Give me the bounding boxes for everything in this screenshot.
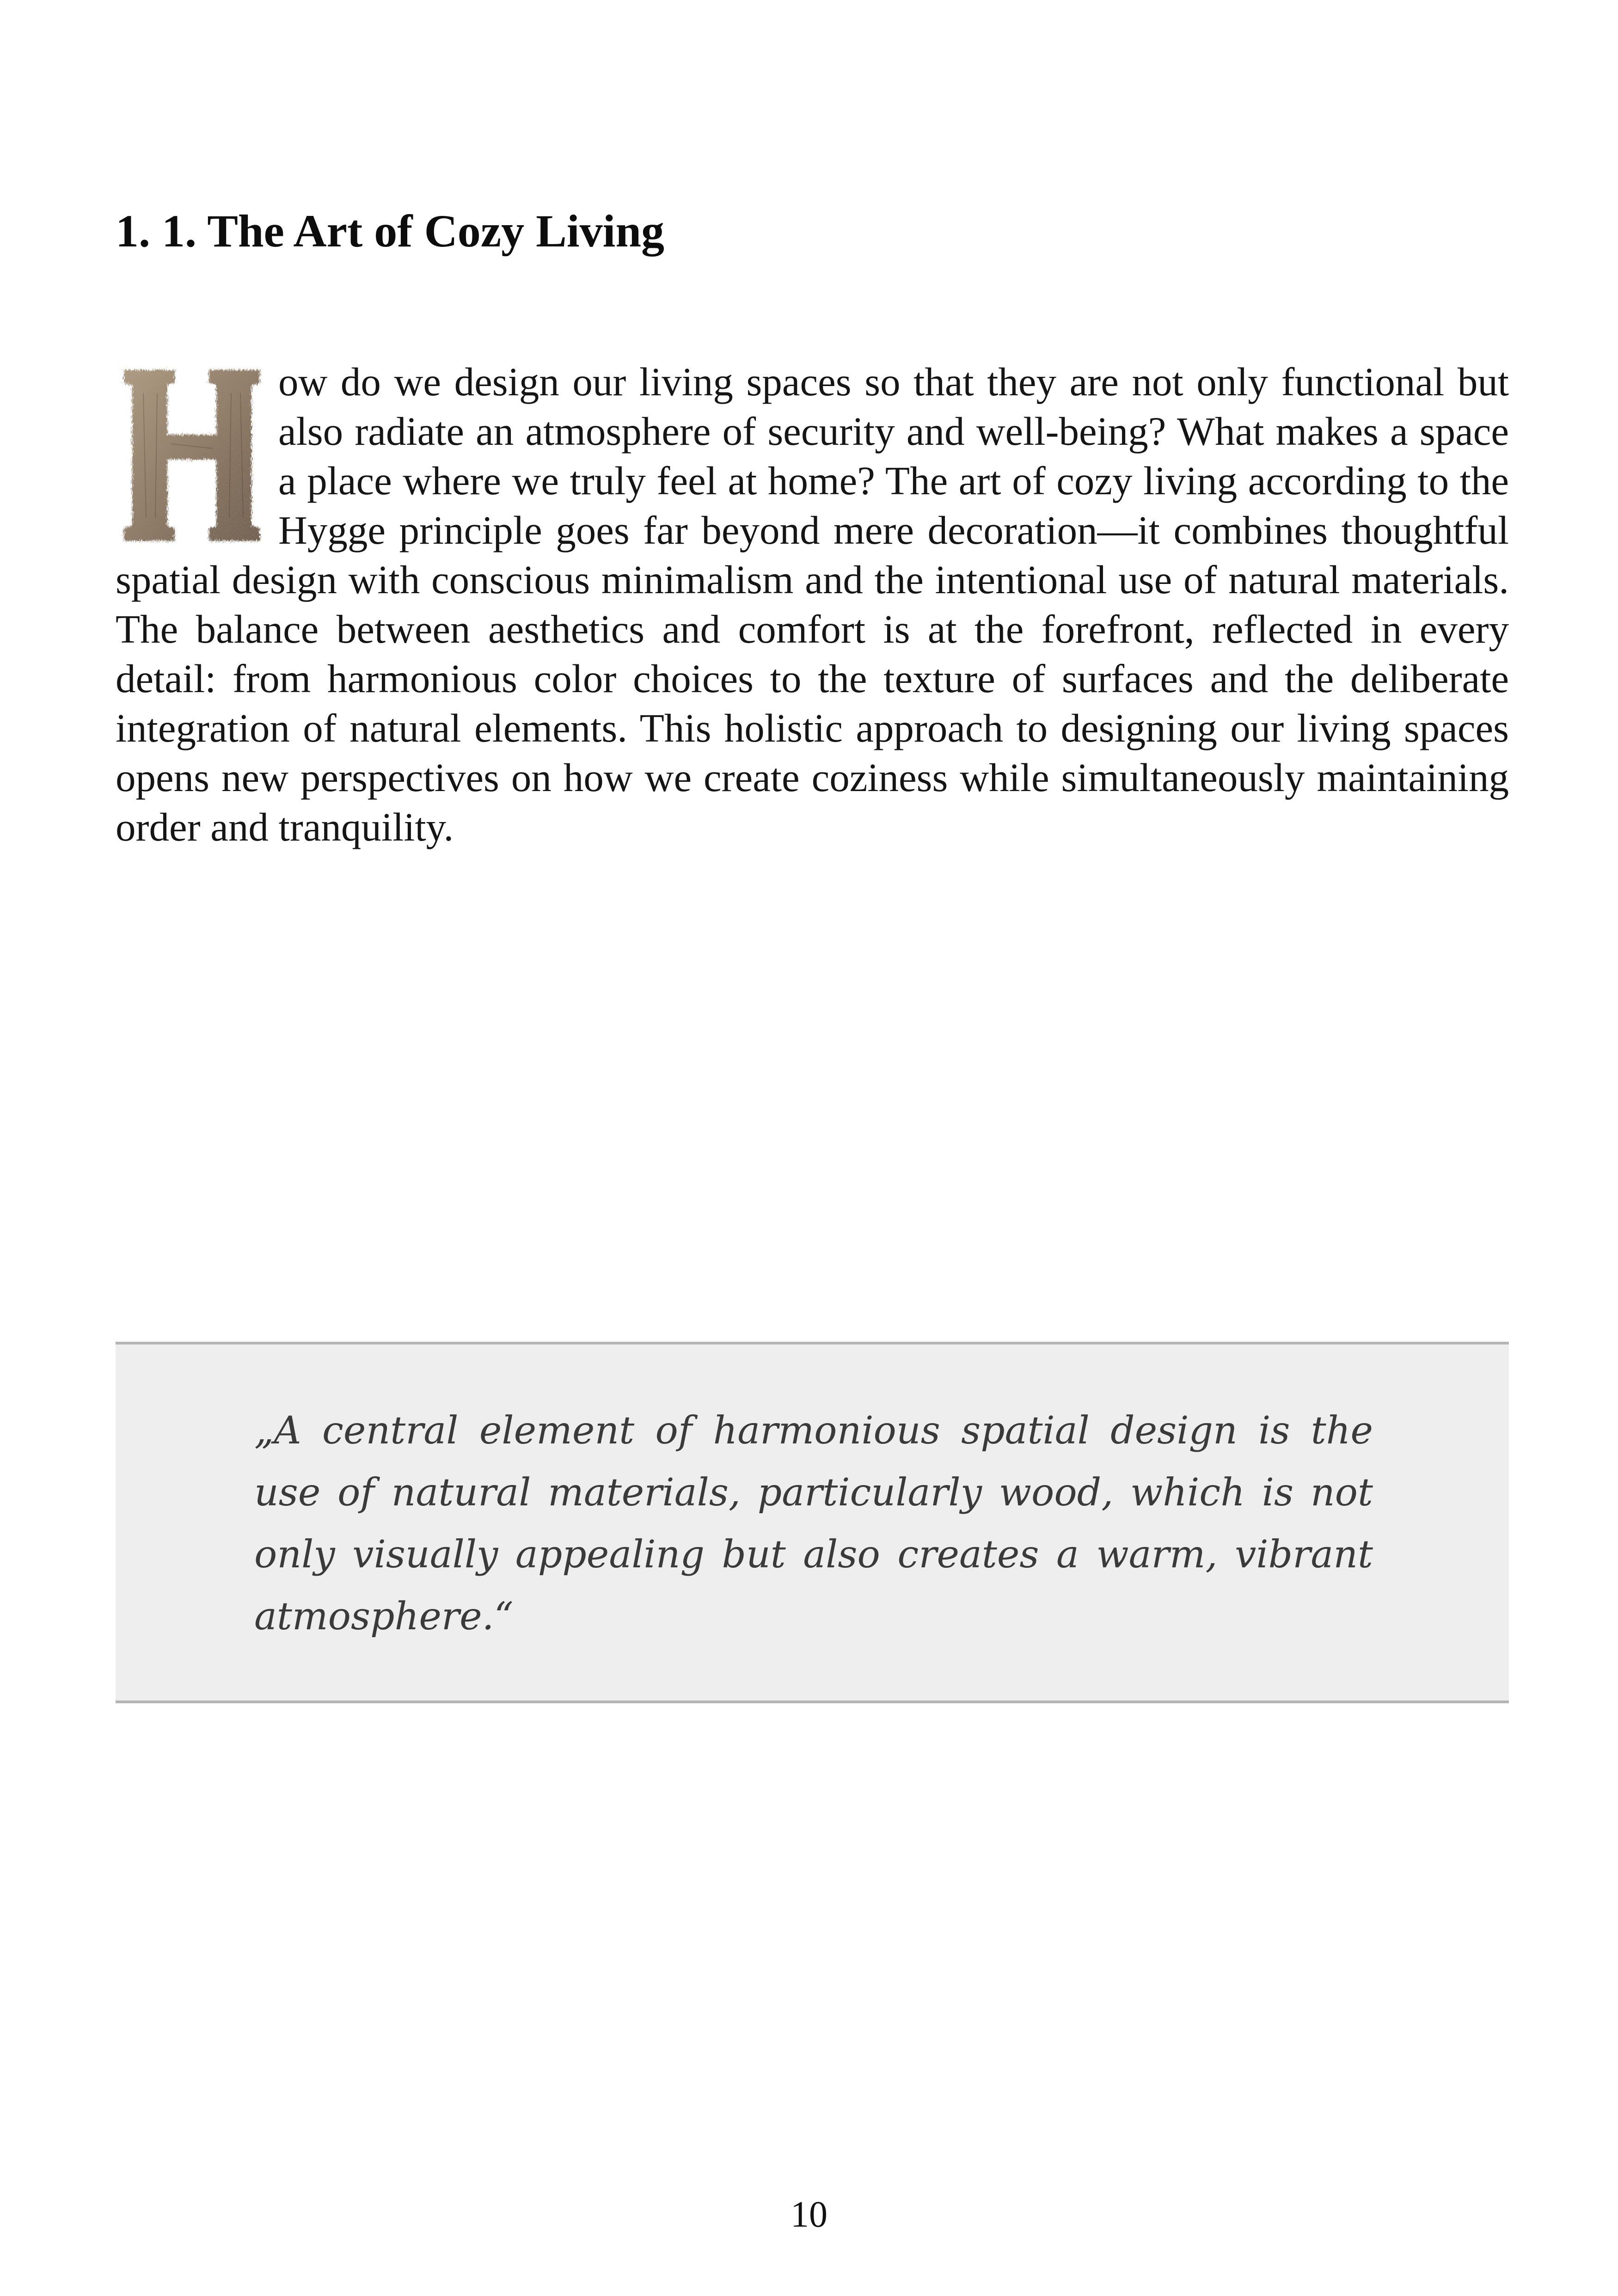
section-heading: 1. 1. The Art of Cozy Living	[116, 205, 665, 257]
pull-quote-text: „A central element of harmonious spatial design is the use of natural materials, particularly wood, which is not only visually appealing but also creates a warm, vibrant atmosphere.“	[254, 1409, 1373, 1639]
page-number: 10	[791, 2194, 827, 2235]
body-paragraph	[116, 357, 1509, 852]
pull-quote-box	[116, 1342, 1509, 1703]
furry-letter-h-icon	[116, 361, 268, 555]
body-paragraph-text: ow do we design our living spaces so that they are not only functional but also radiate an atmosphere of security and well-being? What makes a space a place where we truly feel at home? The art of cozy living according to the Hygge principle goes far beyond mere decoration—it combines thoughtful spatial design with conscious minimalism and the intentional use of natural materials. The balance between aesthetics and comfort is at the forefront, reflected in every detail: from harmonious color choices to the texture of surfaces and the deliberate integration of natural elements. This holistic approach to designing our living spaces opens new perspectives on how we create coziness while simultaneously maintaining order and tranquility.	[116, 359, 1509, 849]
